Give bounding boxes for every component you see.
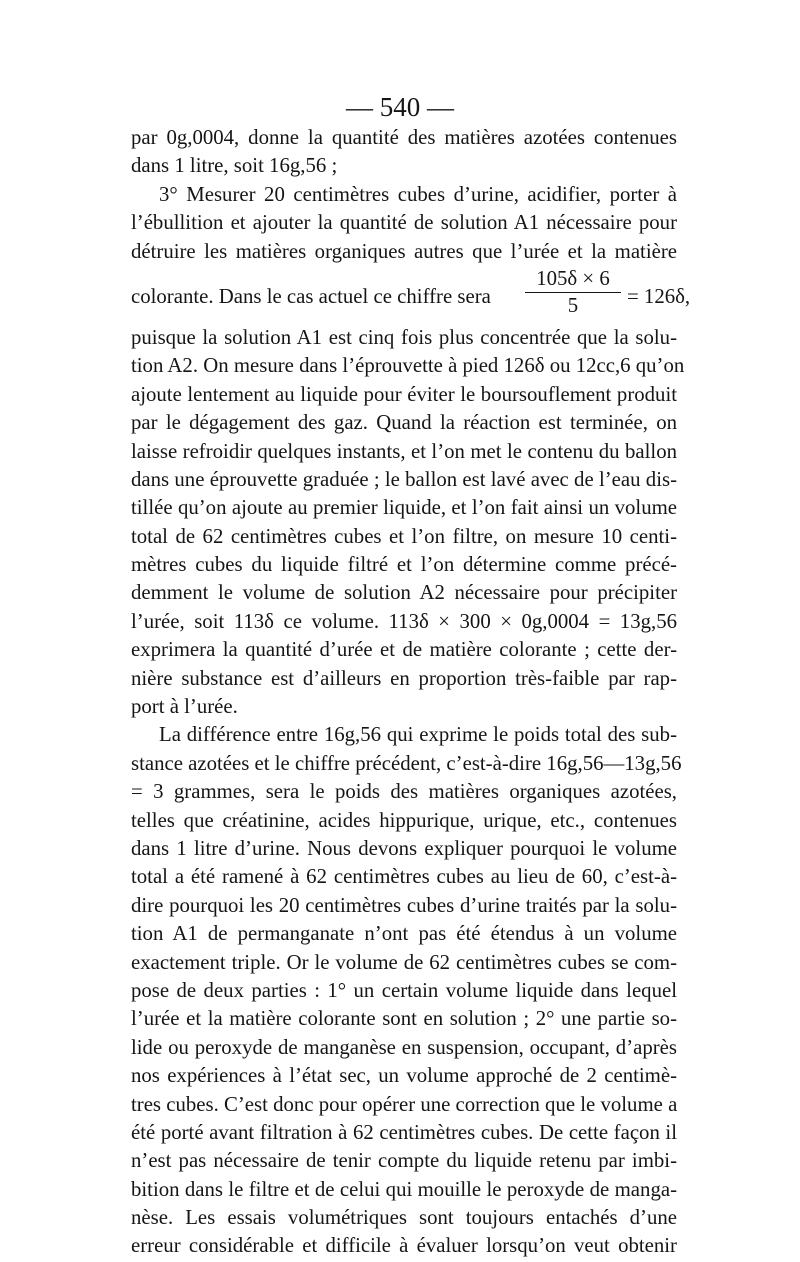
text-line: 3° Mesurer 20 centimètres cubes d’urine, acidifier, porter à (159, 182, 677, 206)
text-line: par le dégagement des gaz. Quand la réaction est terminée, on (131, 411, 677, 435)
text-line: exprimera la quantité d’urée et de matière colorante ; cette der- (131, 638, 677, 662)
text-line: ajoute lentement au liquide pour éviter le boursouflement produit (131, 382, 677, 406)
text-line: stance azotées et le chiffre précédent, c’est-à-dire 16g,56—13g,56 (131, 751, 682, 775)
text-line: = 3 grammes, sera le poids des matières organiques azotées, (131, 780, 677, 804)
text-line: nos expériences à l’état sec, un volume approché de 2 centimè- (131, 1064, 677, 1088)
fraction-numerator: 105δ × 6 (525, 266, 621, 293)
page-number-header: — 540 — (346, 92, 454, 122)
text-line: l’urée et la matière colorante sont en solution ; 2° une partie so- (131, 1007, 677, 1031)
text-line: total a été ramené à 62 centimètres cubes au lieu de 60, c’est-à- (131, 865, 677, 889)
text-line: puisque la solution A1 est cinq fois plus concentrée que la solu- (131, 325, 677, 349)
text-line: l’urée, soit 113δ ce volume. 113δ × 300 × 0g,0004 = 13g,56 (131, 609, 677, 633)
paragraph-block-2 (131, 324, 685, 1261)
text-line: dans 1 litre, soit 16g,56 ; (131, 154, 338, 178)
text-line: dans 1 litre d’urine. Nous devons expliquer pourquoi le volume (131, 836, 677, 860)
text-line: exactement triple. Or le volume de 62 centimètres cubes se com- (131, 950, 677, 974)
formula-line (131, 266, 691, 324)
text-line: demment le volume de solution A2 nécessaire pour précipiter (131, 581, 677, 605)
text-line: pose de deux parties : 1° un certain volume liquide dans lequel (131, 978, 677, 1002)
formula-result: = 126δ, (627, 284, 691, 308)
text-line: dire pourquoi les 20 centimètres cubes d’urine traités par la solu- (131, 893, 677, 917)
paragraph-block-1 (131, 124, 677, 266)
text-line: tillée qu’on ajoute au premier liquide, et l’on fait ainsi un volume (131, 496, 677, 520)
text-line: tion A2. On mesure dans l’éprouvette à pied 126δ ou 12cc,6 qu’on (131, 354, 685, 378)
fraction (525, 266, 621, 319)
fraction-denominator: 5 (567, 293, 579, 317)
text-line: détruire les matières organiques autres que l’urée et la matière (131, 239, 677, 263)
text-line: l’ébullition et ajouter la quantité de solution A1 nécessaire pour (131, 211, 677, 235)
text-line: port à l’urée. (131, 695, 238, 719)
text-line: n’est pas nécessaire de tenir compte du liquide retenu par imbi- (131, 1149, 677, 1173)
text-line: lide ou peroxyde de manganèse en suspension, occupant, d’après (131, 1035, 677, 1059)
text-line: tres cubes. C’est donc pour opérer une correction que le volume a (131, 1092, 678, 1116)
text-line: bition dans le filtre et de celui qui mouille le peroxyde de manga- (131, 1177, 677, 1201)
body-text (131, 124, 691, 1261)
formula-lead-text: colorante. Dans le cas actuel ce chiffre sera (131, 284, 491, 308)
text-line: été porté avant filtration à 62 centimètres cubes. De cette façon il (131, 1120, 677, 1144)
text-line: laisse refroidir quelques instants, et l’on met le contenu du ballon (131, 439, 677, 463)
text-line: telles que créatinine, acides hippurique, urique, etc., contenues (131, 808, 677, 832)
text-line: par 0g,0004, donne la quantité des matières azotées contenues (131, 126, 677, 149)
text-line: tion A1 de permanganate n’ont pas été étendus à un volume (131, 922, 677, 946)
text-line: nèse. Les essais volumétriques sont toujours entachés d’une (131, 1206, 677, 1230)
text-line: mètres cubes du liquide filtré et l’on détermine comme précé- (131, 553, 677, 577)
text-line: nière substance est d’ailleurs en proportion très-faible par rap- (131, 666, 677, 690)
text-line: total de 62 centimètres cubes et l’on filtre, on mesure 10 centi- (131, 524, 677, 548)
text-line: dans une éprouvette graduée ; le ballon est lavé avec de l’eau dis- (131, 467, 677, 491)
text-line: La différence entre 16g,56 qui exprime le poids total des sub- (159, 723, 677, 747)
text-line: erreur considérable et difficile à évaluer lorsqu’on veut obtenir (131, 1234, 677, 1258)
